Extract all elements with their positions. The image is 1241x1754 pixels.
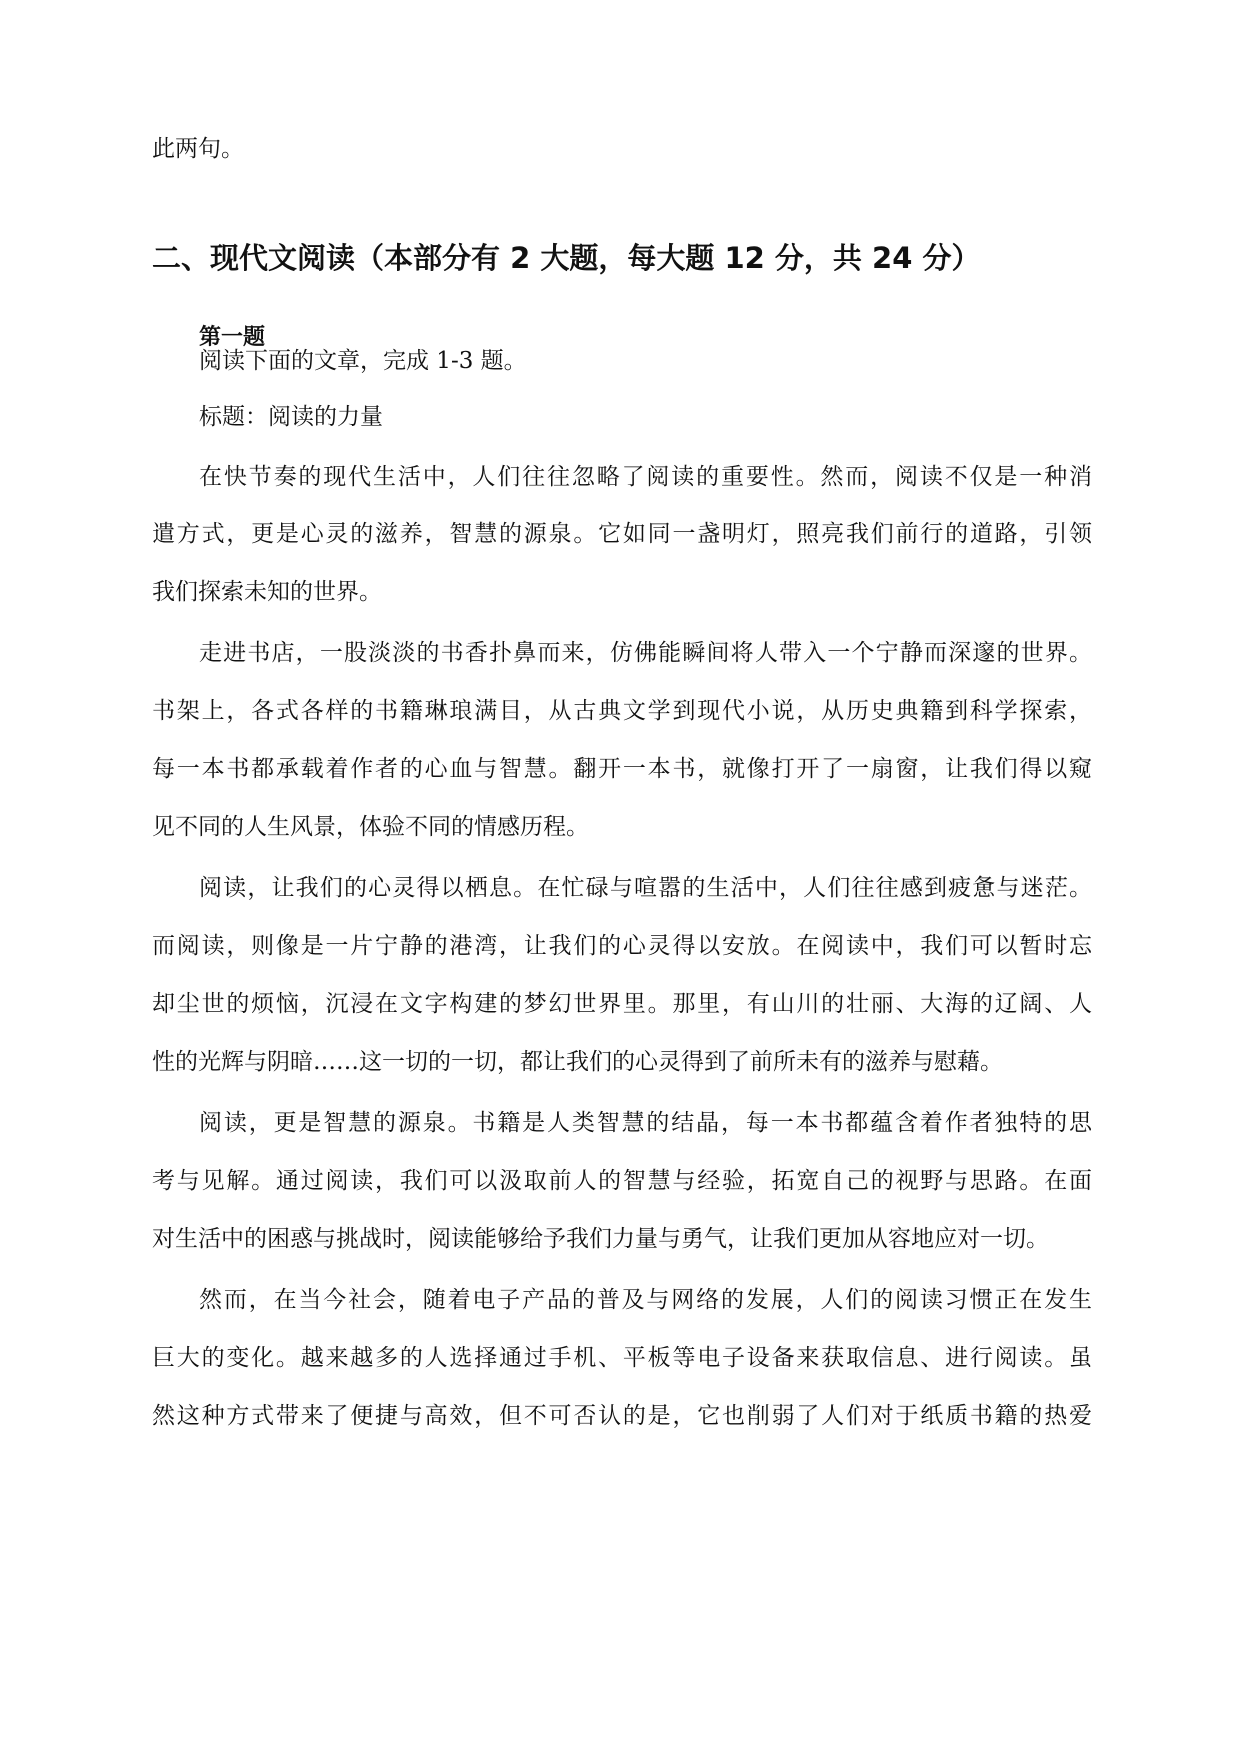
- paragraph-line: 考与见解。通过阅读，我们可以汲取前人的智慧与经验，拓宽自己的视野与思路。在面: [152, 1168, 1092, 1194]
- paragraph-line: 阅读，让我们的心灵得以栖息。在忙碌与喧嚣的生活中，人们往往感到疲惫与迷茫。: [199, 875, 1092, 901]
- paragraph-line: 走进书店，一股淡淡的书香扑鼻而来，仿佛能瞬间将人带入一个宁静而深邃的世界。: [199, 640, 1092, 666]
- paragraph-line: 阅读，更是智慧的源泉。书籍是人类智慧的结晶，每一本书都蕴含着作者独特的思: [199, 1110, 1092, 1136]
- paragraph-line: 而阅读，则像是一片宁静的港湾，让我们的心灵得以安放。在阅读中，我们可以暂时忘: [152, 933, 1092, 959]
- paragraph-line: 对生活中的困惑与挑战时，阅读能够给予我们力量与勇气，让我们更加从容地应对一切。: [152, 1226, 1049, 1252]
- question-heading: 第一题: [199, 325, 266, 350]
- instruction-text: 阅读下面的文章，完成 1-3 题。: [199, 348, 527, 374]
- paragraph-line: 然而，在当今社会，随着电子产品的普及与网络的发展，人们的阅读习惯正在发生: [199, 1287, 1092, 1313]
- carryover-text: 此两句。: [152, 136, 244, 162]
- section-heading: 二、现代文阅读（本部分有 2 大题，每大题 12 分，共 24 分）: [152, 241, 981, 275]
- paragraph-line: 却尘世的烦恼，沉浸在文字构建的梦幻世界里。那里，有山川的壮丽、大海的辽阔、人: [152, 991, 1092, 1017]
- paragraph-line: 见不同的人生风景，体验不同的情感历程。: [152, 814, 589, 840]
- paragraph-line: 然这种方式带来了便捷与高效，但不可否认的是，它也削弱了人们对于纸质书籍的热爱: [152, 1403, 1092, 1429]
- paragraph-line: 我们探索未知的世界。: [152, 579, 382, 605]
- article-title: 标题：阅读的力量: [199, 404, 383, 430]
- paragraph-line: 遣方式，更是心灵的滋养，智慧的源泉。它如同一盏明灯，照亮我们前行的道路，引领: [152, 521, 1092, 547]
- paragraph-line: 书架上，各式各样的书籍琳琅满目，从古典文学到现代小说，从历史典籍到科学探索，: [152, 698, 1092, 724]
- paragraph-line: 巨大的变化。越来越多的人选择通过手机、平板等电子设备来获取信息、进行阅读。虽: [152, 1345, 1092, 1371]
- paragraph-line: 性的光辉与阴暗……这一切的一切，都让我们的心灵得到了前所未有的滋养与慰藉。: [152, 1049, 1003, 1075]
- paragraph-line: 每一本书都承载着作者的心血与智慧。翻开一本书，就像打开了一扇窗，让我们得以窥: [152, 756, 1092, 782]
- paragraph-line: 在快节奏的现代生活中，人们往往忽略了阅读的重要性。然而，阅读不仅是一种消: [199, 464, 1092, 490]
